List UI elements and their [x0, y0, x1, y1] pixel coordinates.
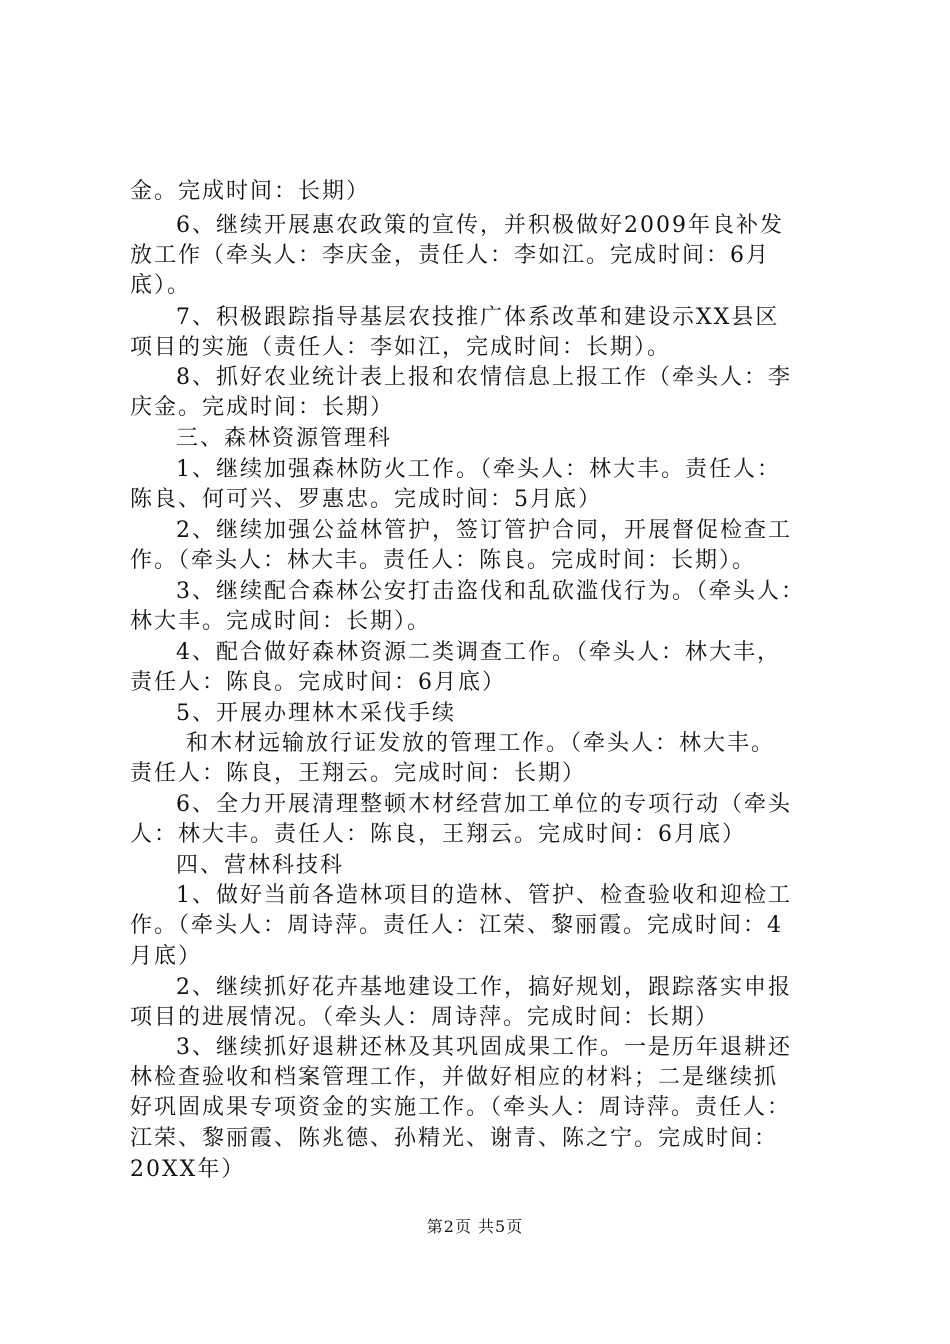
text-line: 项目的进展情况。（牵头人：周诗萍。完成时间：长期） — [130, 1005, 720, 1030]
text-line: 6、全力开展清理整顿木材经营加工单位的专项行动（牵头 — [176, 792, 792, 817]
text-line: 作。（牵头人：周诗萍。责任人：江荣、黎丽霞。完成时间：4 — [130, 913, 783, 938]
text-line: 4、配合做好森林资源二类调查工作。（牵头人：林大丰， — [176, 640, 781, 665]
text-line: 月底） — [130, 944, 203, 969]
text-line: 江荣、黎丽霞、陈兆德、孙精光、谢青、陈之宁。完成时间： — [130, 1126, 779, 1151]
text-line: 庆金。完成时间：长期） — [130, 395, 395, 420]
text-line: 人：林大丰。责任人：陈良，王翔云。完成时间：6月底） — [130, 822, 746, 847]
section-heading: 三、森林资源管理科 — [176, 426, 393, 451]
text-line: 8、抓好农业统计表上报和农情信息上报工作（牵头人：李 — [176, 365, 792, 390]
text-line: 陈良、何可兴、罗惠忠。完成时间：5月底） — [130, 487, 602, 512]
text-line: 6、继续开展惠农政策的宣传，并积极做好2009年良补发 — [176, 213, 784, 238]
text-line: 20XX年） — [130, 1157, 246, 1182]
text-line: 5、开展办理林木采伐手续 — [176, 701, 456, 726]
text-line: 底）。 — [130, 273, 192, 298]
text-line: 责任人：陈良，王翔云。完成时间：长期） — [130, 761, 587, 786]
text-line: 作。（牵头人：林大丰。责任人：陈良。完成时间：长期）。 — [130, 548, 757, 573]
text-line: 1、继续加强森林防火工作。（牵头人：林大丰。责任人： — [176, 457, 781, 482]
text-line: 放工作（牵头人：李庆金，责任人：李如江。完成时间：6月 — [130, 243, 770, 268]
section-heading: 四、营林科技科 — [176, 853, 345, 878]
page-number-footer: 第2页 共5页 — [426, 1217, 524, 1236]
text-line: 3、继续抓好退耕还林及其巩固成果工作。一是历年退耕还 — [176, 1035, 792, 1060]
text-line: 好巩固成果专项资金的实施工作。（牵头人：周诗萍。责任人： — [130, 1095, 792, 1120]
text-line: 1、做好当前各造林项目的造林、管护、检查验收和迎检工 — [176, 883, 792, 908]
text-line: 3、继续配合森林公安打击盗伐和乱砍滥伐行为。（牵头人： — [176, 579, 805, 604]
text-line: 和木材远输放行证发放的管理工作。（牵头人：林大丰。 — [186, 731, 776, 756]
text-line: 责任人：陈良。完成时间：6月底） — [130, 670, 506, 695]
text-line: 林检查验收和档案管理工作，并做好相应的材料；二是继续抓 — [130, 1065, 779, 1090]
text-line: 7、积极跟踪指导基层农技推广体系改革和建设示XX县区 — [176, 305, 780, 330]
text-line: 2、继续抓好花卉基地建设工作，搞好规划，跟踪落实申报 — [176, 975, 792, 1000]
text-line: 金。完成时间：长期） — [130, 179, 371, 204]
text-line: 林大丰。完成时间：长期）。 — [130, 609, 432, 634]
text-line: 项目的实施（责任人：李如江，完成时间：长期）。 — [130, 335, 672, 360]
text-line: 2、继续加强公益林管护，签订管护合同，开展督促检查工 — [176, 518, 792, 543]
